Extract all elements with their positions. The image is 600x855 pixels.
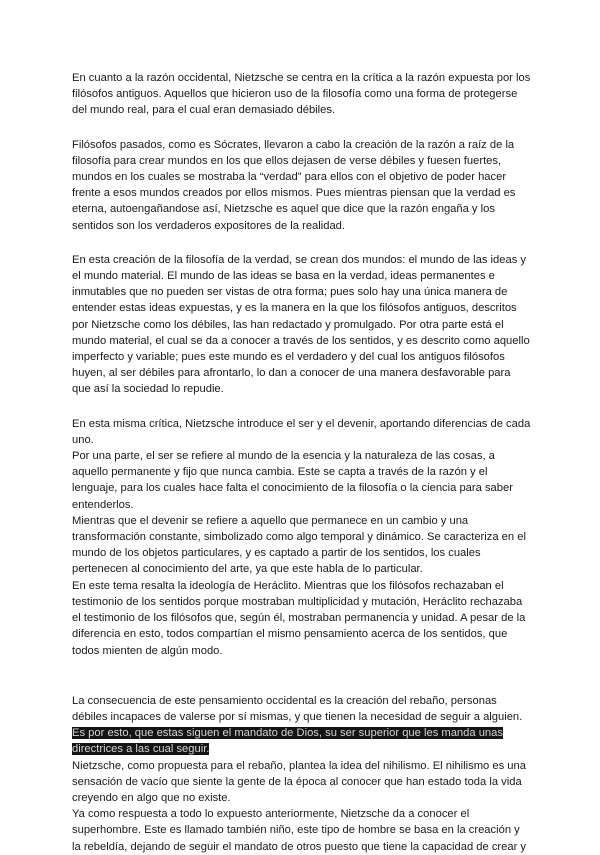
text-line: creyendo en algo que no existe. [72, 791, 231, 804]
text-line: En cuanto a la razón occidental, Nietzsche se centra en la crítica a la razón expuesta por los [72, 72, 531, 84]
text-line: imperfecto y variable; pues este mundo es el verdadero y del cual los antiguos filósofos [72, 351, 505, 364]
text-line: inmutables que no pueden ser vistas de otra forma; pues solo hay una única manera de [72, 286, 508, 299]
text-line: diferencia en esto, todos compartían el mismo pensamiento acerca de los sentidos, que [72, 628, 508, 641]
text-line: uno. [72, 433, 94, 446]
text-selection-highlight[interactable]: directrices a las cual seguir. [72, 743, 210, 756]
text-line: sentidos son los verdaderos expositores de la realidad. [72, 219, 346, 232]
text-line: todos mienten de algún modo. [72, 644, 223, 657]
text-line: entender estas ideas expuestas, y es la manera en la que los filósofos antiguos, descritos [72, 302, 517, 315]
text-line: aquello permanente y fijo que nunca cambia. Este se capta a través de la razón y el [72, 466, 488, 479]
text-line: del mundo real, para el cual eran demasiado débiles. [72, 104, 336, 117]
text-line: transformación constante, simbolizado como algo temporal y dinámico. Se caracteriza en el [72, 531, 526, 544]
text-line: Filósofos pasados, como es Sócrates, llevaron a cabo la creación de la razón a raíz de la [72, 138, 515, 151]
text-line: el mundo material. El mundo de las ideas se basa en la verdad, ideas permanentes e [72, 270, 495, 283]
text-line: Nietzsche, como propuesta para el rebaño, plantea la idea del nihilismo. El nihilismo es una [72, 759, 526, 772]
text-line: mundos en los cuales se mostraba la “verdad” para ellos con el objetivo de poder hacer [72, 171, 507, 184]
text-line: En esta misma crítica, Nietzsche introduce el ser y el devenir, aportando diferencias de cada [72, 417, 531, 430]
text-line: Por una parte, el ser se refiere al mundo de la esencia y la naturaleza de las cosas, a [72, 450, 495, 463]
text-line: En esta creación de la filosofía de la verdad, se crean dos mundos: el mundo de las ideas y [72, 253, 526, 266]
text-line: que así la sociedad lo repudie. [72, 383, 224, 396]
text-line: superhombre. Este es llamado también niño, este tipo de hombre se basa en la creación y [72, 824, 520, 837]
text-line: mundo material, el cual se da a conocer a través de los sentidos, y es descrito como aquello [72, 334, 530, 347]
text-line: débiles incapaces de valerse por sí mismas, y que tienen la necesidad de seguir a alguien. [72, 710, 523, 723]
text-line: testimonio de los sentidos porque mostraban multiplicidad y mutación, Heráclito rechazaba [72, 595, 523, 608]
text-line: por Nietzsche como los débiles, las han redactado y promulgado. Por otra parte está el [72, 318, 504, 331]
text-line: lenguaje, para los cuales hace falta el conocimiento de la filosofía o la ciencia para saber [72, 482, 513, 495]
paragraph-two-worlds [72, 252, 528, 398]
text-line: huyen, al ser débiles para afrontarlo, lo dan a conocer de una manera desfavorable para [72, 367, 511, 380]
highlighted-text-line [72, 725, 528, 741]
text-line: filósofos antiguos. Aquellos que hicieron uso de la filosofía como una forma de protegerse [72, 88, 518, 101]
text-line: mundo de los objetos particulares, y es captado a partir de los sentidos, los cuales [72, 547, 481, 560]
paragraph-being-and-becoming [72, 416, 531, 659]
text-line: pertenecen al conocimiento del arte, ya que este habla de lo particular. [72, 563, 423, 576]
text-line: la rebeldía, dejando de seguir el mandato de otros puesto que tiene la capacidad de crear y [72, 840, 527, 853]
text-line: entenderlos. [72, 498, 134, 511]
text-line: Ya como respuesta a todo lo expuesto anteriormente, Nietzsche da a conocer el [72, 808, 470, 821]
text-line: frente a esos mundos creados por ellos mismos. Pues mientras piensan que la verdad es [72, 187, 516, 200]
paragraph-past-philosophers [72, 137, 528, 234]
text-line: En este tema resalta la ideología de Heráclito. Mientras que los filósofos rechazaban el [72, 579, 504, 592]
text-line: sensación de vacío que siente la gente de la época al conocer que han estado toda la vida [72, 775, 522, 788]
text-selection-highlight[interactable]: Es por esto, que estas siguen el mandato de Dios, su ser superior que les manda unas [72, 727, 503, 740]
text-line: La consecuencia de este pensamiento occidental es la creación del rebaño, personas [72, 694, 497, 707]
paragraph-the-herd [72, 693, 528, 855]
text-line: eterna, autoengañandose así, Nietzsche es aquel que dice que la razón engaña y los [72, 203, 495, 216]
text-line: el testimonio de los filósofos que, según él, mostraban permanencia y unidad. A pesar de la [72, 612, 526, 625]
paragraph-western-reason [72, 70, 531, 119]
text-line: filosofía para crear mundos en los que ellos dejasen de verse débiles y fuesen fuertes, [72, 154, 502, 167]
text-line: Mientras que el devenir se refiere a aquello que permanece en un cambio y una [72, 514, 469, 527]
highlighted-text-line [72, 741, 528, 757]
